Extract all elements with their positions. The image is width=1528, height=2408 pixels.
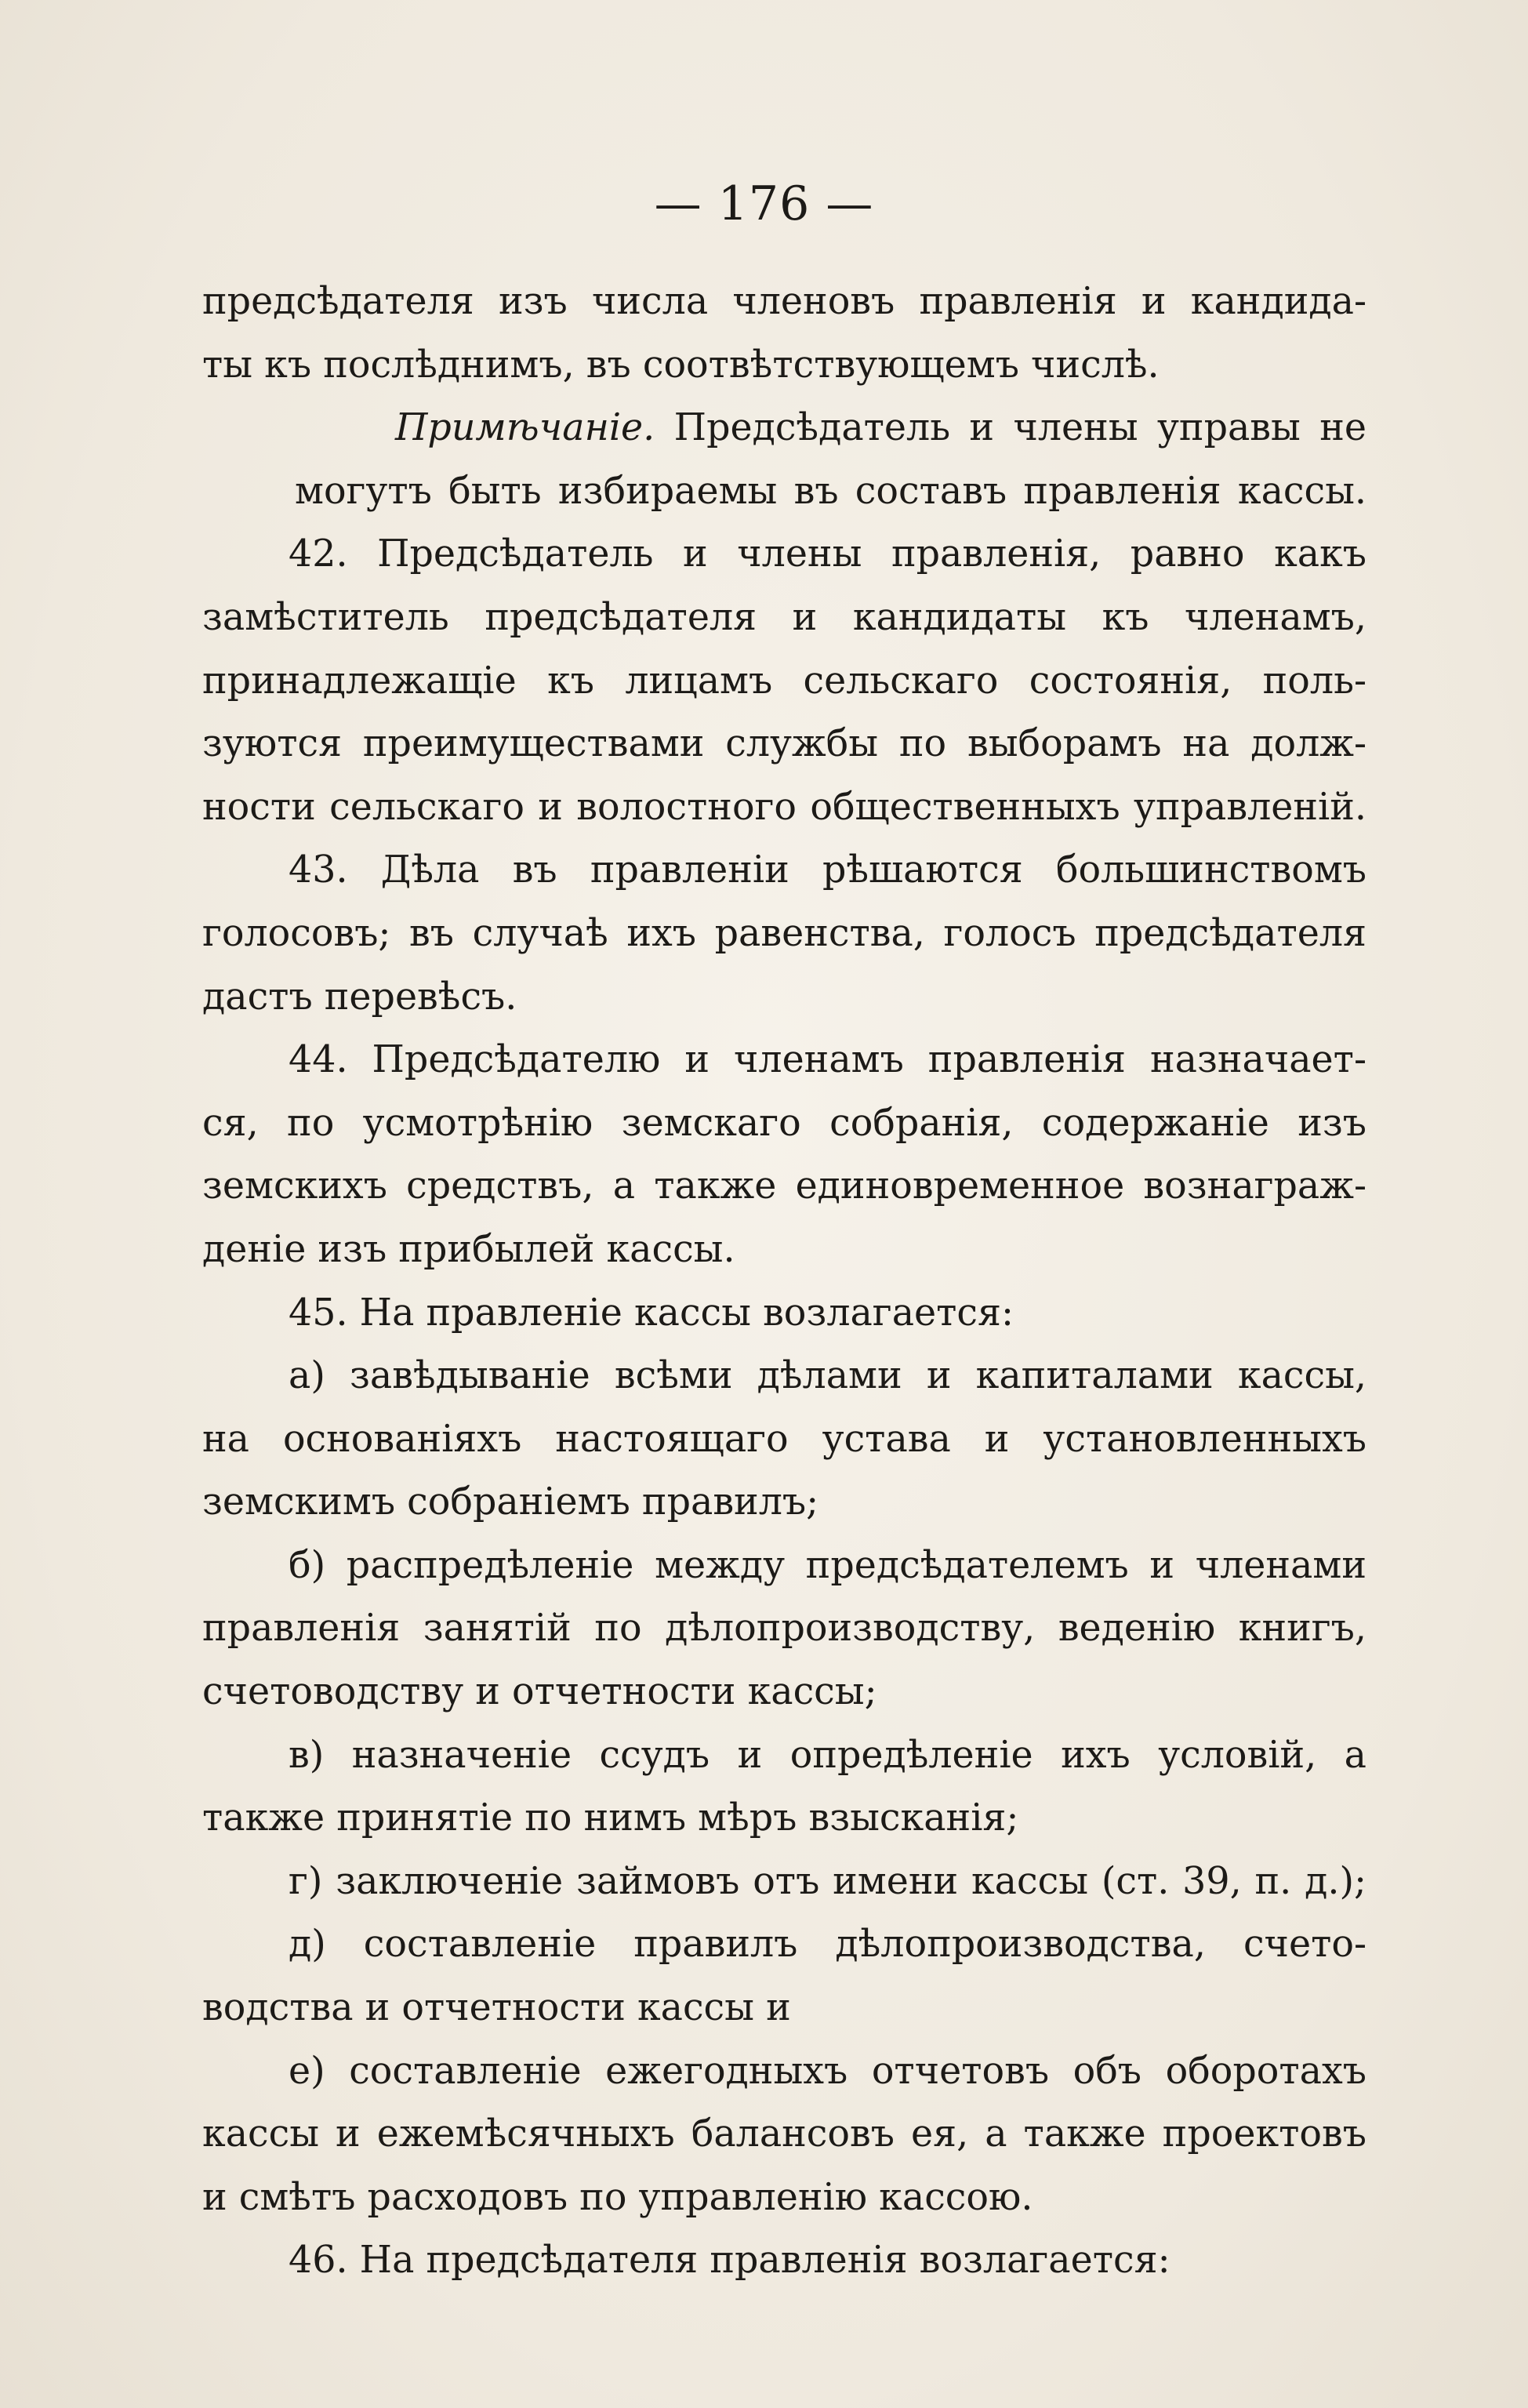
text-line — [202, 397, 1366, 460]
text-line — [202, 2103, 1366, 2166]
line-text: 44. Предсѣдателю и членамъ правленія назначает- — [289, 1038, 1366, 1082]
line-text: а) завѣдываніе всѣми дѣлами и капиталами кассы, — [289, 1354, 1366, 1398]
line-text: водства и отчетности кассы и — [202, 1986, 791, 2030]
line-text: земскихъ средствъ, а также единовременное вознаграж- — [202, 1164, 1366, 1208]
line-text: кассы и ежемѣсячныхъ балансовъ ея, а также проектовъ — [202, 2112, 1366, 2156]
text-line — [202, 1345, 1366, 1408]
text-line — [202, 1977, 1366, 2040]
text-line — [202, 650, 1366, 714]
line-text: е) составленіе ежегодныхъ отчетовъ объ оборотахъ — [289, 2049, 1366, 2093]
text-line — [202, 1092, 1366, 1156]
line-text: 46. На предсѣдателя правленія возлагается: — [289, 2239, 1170, 2283]
line-text: ты къ послѣднимъ, въ соотвѣтствующемъ числѣ. — [202, 343, 1160, 387]
line-text: б) распредѣленіе между предсѣдателемъ и членами — [289, 1543, 1366, 1587]
line-text: и смѣтъ расходовъ по управленію кассою. — [202, 2175, 1033, 2219]
line-text: могутъ быть избираемы въ составъ правленія кассы. — [295, 469, 1366, 513]
text-line — [202, 2166, 1366, 2230]
text-line — [202, 776, 1366, 840]
line-text: г) заключеніе займовъ отъ имени кассы (ст. 39, п. д.); — [289, 1859, 1366, 1903]
line-text: правленія занятій по дѣлопроизводству, веденію книгъ, — [202, 1607, 1366, 1651]
line-text: дастъ перевѣсъ. — [202, 975, 517, 1019]
line-text: замѣститель предсѣдателя и кандидаты къ членамъ, — [202, 595, 1366, 639]
line-text: голосовъ; въ случаѣ ихъ равенства, голосъ предсѣдателя — [202, 911, 1366, 955]
text-line — [202, 2229, 1366, 2293]
text-line — [202, 839, 1366, 903]
text-line — [202, 1219, 1366, 1282]
text-line — [202, 1029, 1366, 1092]
line-text: ся, по усмотрѣнію земскаго собранія, содержаніе изъ — [202, 1101, 1366, 1145]
text-line — [202, 1471, 1366, 1535]
text-line — [202, 460, 1366, 524]
text-line — [202, 587, 1366, 650]
text-line — [202, 271, 1366, 334]
text-line — [202, 1155, 1366, 1219]
line-text: на основаніяхъ настоящаго устава и установленныхъ — [202, 1417, 1366, 1461]
line-text: ности сельскаго и волостного общественныхъ управленій. — [202, 785, 1366, 829]
text-line — [202, 1597, 1366, 1661]
text-line — [202, 1408, 1366, 1472]
page-number: — 176 — — [654, 176, 874, 231]
text-line — [202, 903, 1366, 966]
line-text: зуются преимуществами службы по выборамъ на долж- — [202, 722, 1366, 766]
line-text: также принятіе по нимъ мѣръ взысканія; — [202, 1796, 1019, 1840]
line-text: счетоводству и отчетности кассы; — [202, 1670, 877, 1714]
line-text: деніе изъ прибылей кассы. — [202, 1227, 735, 1271]
text-line — [202, 1850, 1366, 1914]
text-line — [202, 334, 1366, 398]
text-line — [202, 1724, 1366, 1788]
line-text: принадлежащіе къ лицамъ сельскаго состоянія, поль- — [202, 659, 1366, 703]
line-text: земскимъ собраніемъ правилъ; — [202, 1480, 819, 1524]
line-text: в) назначеніе ссудъ и опредѣленіе ихъ условій, а — [289, 1733, 1366, 1777]
page-text — [202, 271, 1366, 2293]
text-line — [202, 966, 1366, 1030]
text-line — [202, 2040, 1366, 2104]
text-line — [202, 1661, 1366, 1724]
text-line — [202, 1535, 1366, 1598]
text-line — [202, 1913, 1366, 1977]
text-line — [202, 1787, 1366, 1850]
line-text: Предсѣдатель и члены управы не — [655, 406, 1366, 450]
text-line — [202, 523, 1366, 587]
line-text: 43. Дѣла въ правленіи рѣшаются большинствомъ — [289, 848, 1366, 892]
note-label: Примѣчаніе. — [395, 406, 655, 450]
text-line — [202, 713, 1366, 776]
line-text: д) составленіе правилъ дѣлопроизводства, счето- — [289, 1923, 1366, 1967]
line-text: 42. Предсѣдатель и члены правленія, равно какъ — [289, 532, 1366, 576]
line-text: предсѣдателя изъ числа членовъ правленія и кандида- — [202, 280, 1366, 323]
text-line — [202, 1282, 1366, 1346]
line-text: 45. На правленіе кассы возлагается: — [289, 1291, 1014, 1335]
